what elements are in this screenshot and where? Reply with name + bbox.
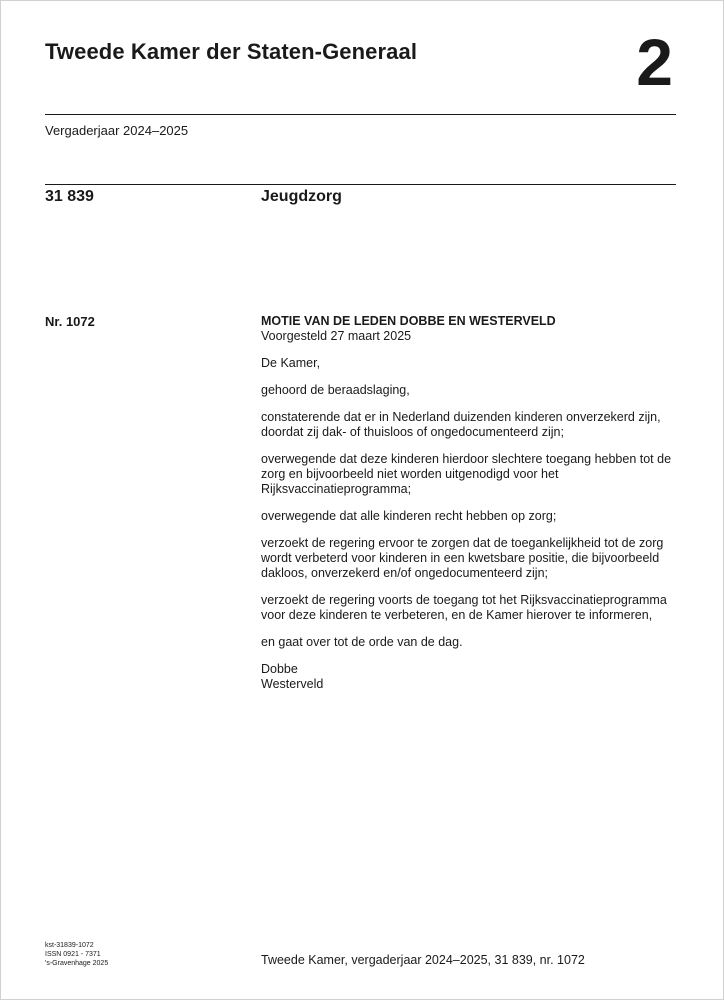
signatory: Westerveld [261, 677, 324, 691]
header-number: 2 [636, 25, 673, 99]
paragraph: constaterende dat er in Nederland duizenden kinderen onverzekerd zijn, doordat zij dak- of thuisloos of ongedocumenteerd zijn; [261, 410, 661, 439]
dossier-divider [45, 184, 676, 185]
session-year: Vergaderjaar 2024–2025 [45, 123, 189, 138]
paragraph: en gaat over tot de orde van de dag. [261, 635, 463, 649]
dossier-number: 31 839 [45, 188, 94, 205]
meta-line: 's-Gravenhage 2025 [45, 960, 109, 967]
signatories [261, 662, 679, 692]
paragraph: De Kamer, [261, 356, 321, 370]
header-divider [45, 114, 676, 115]
motion-title: MOTIE VAN DE LEDEN DOBBE EN WESTERVELD [261, 314, 556, 328]
paragraph: gehoord de beraadslaging, [261, 383, 410, 397]
proposed-date: Voorgesteld 27 maart 2025 [261, 329, 412, 343]
paragraph: verzoekt de regering ervoor te zorgen dat de toegankelijkheid tot de zorg wordt verbeterd voor kinderen in een kwetsbare positie, die bijvoorbeeld dakloos, onverzekerd en/of ongedocumenteerd zijn; [261, 536, 664, 580]
meta-line: ISSN 0921 - 7371 [45, 951, 101, 958]
paragraph: overwegende dat deze kinderen hierdoor slechtere toegang hebben tot de zorg en bijvoorbeeld niet worden uitgenodigd voor het Rijksvaccinatieprogramma; [261, 452, 672, 496]
signatory: Dobbe [261, 662, 298, 676]
paragraph: verzoekt de regering voorts de toegang tot het Rijksvaccinatieprogramma voor deze kinderen te verbeteren, en de Kamer hierover te informeren, [261, 593, 667, 622]
header-title: Tweede Kamer der Staten-Generaal [45, 39, 418, 64]
paragraph: overwegende dat alle kinderen recht hebben op zorg; [261, 509, 557, 523]
meta-line: kst-31839-1072 [45, 942, 94, 949]
dossier-title: Jeugdzorg [261, 188, 342, 205]
motion-body [261, 314, 679, 692]
document-number: Nr. 1072 [45, 314, 95, 329]
footer-reference: Tweede Kamer, vergaderjaar 2024–2025, 31 839, nr. 1072 [261, 953, 585, 967]
publication-meta [45, 941, 108, 968]
